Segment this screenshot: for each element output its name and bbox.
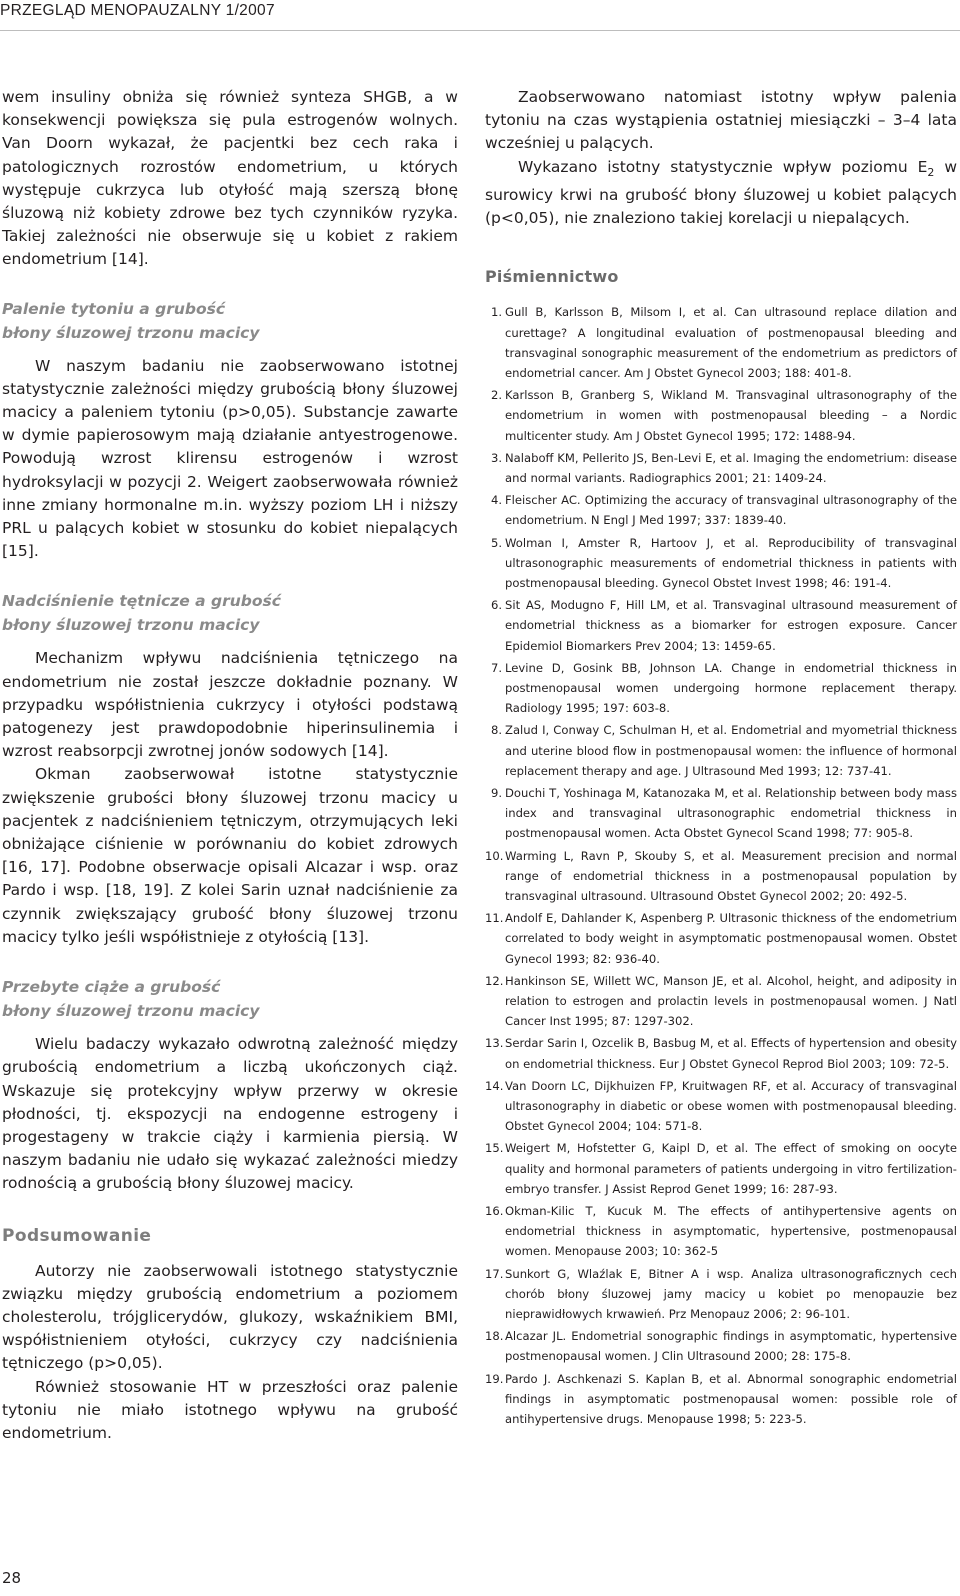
right-column	[485, 86, 957, 1431]
reference-number: 14.	[485, 1078, 504, 1093]
reference-item	[485, 908, 957, 969]
reference-item	[485, 1033, 957, 1073]
reference-number: 3.	[490, 450, 502, 465]
section-heading-smoking	[2, 297, 458, 345]
text-run: w surowicy krwi na grubość błony śluzowej u kobiet palących (p<0,05), nie znaleziono takiej korelacji u niepalących.	[485, 157, 957, 228]
spacer	[2, 949, 458, 975]
section-heading-hypertension	[2, 589, 458, 637]
spacer	[2, 1248, 458, 1260]
reference-text: Wolman I, Amster R, Hartoov J, et al. Reproducibility of transvaginal ultrasonographic measurements of endometrial thickness in patients with postmenopausal bleeding. Gynecol Obstet Invest 1998; 46: 191-4.	[505, 535, 957, 590]
page-number: 28	[2, 1569, 22, 1587]
reference-number: 13.	[485, 1036, 504, 1051]
reference-text: Serdar Sarin I, Ozcelik B, Basbug M, et al. Effects of hypertension and obesity on endometrial thickness. Eur J Obstet Gynecol Reprod Biol 2003; 109: 72-5.	[505, 1036, 957, 1071]
heading-line: Palenie tytoniu a grubość	[2, 299, 226, 318]
reference-item	[485, 1326, 957, 1366]
heading-line: błony śluzowej trzonu macicy	[2, 616, 260, 635]
reference-item	[485, 783, 957, 844]
reference-text: Levine D, Gosink BB, Johnson LA. Change in endometrial thickness in postmenopausal women undergoing hormone replacement therapy. Radiology 1995; 197: 603-8.	[505, 660, 957, 716]
paragraph-estradiol	[485, 156, 957, 231]
reference-item	[485, 658, 957, 719]
reference-text: Warming L, Ravn P, Skouby S, et al. Measurement precision and normal range of endometrial thickness in a postmenopausal population by transvaginal ultrasound. Ultrasound Obstet Gynecol 2002; 20: 492-5.	[505, 848, 957, 903]
reference-text: Zalud I, Conway C, Schulman H, et al. Endometrial and myometrial thickness and uterine blood flow in postmenopausal women: the influence of hormonal replacement therapy and age. J Ultrasound Med 1993; 12: 737-41.	[505, 723, 957, 778]
reference-text: Van Doorn LC, Dijkhuizen FP, Kruitwagen RF, et al. Accuracy of transvaginal ultrasonography in diabetic or obese women with postmenopausal bleeding. Obstet Gynecol 2004; 104: 571-8.	[505, 1078, 957, 1134]
reference-text: Pardo J. Aschkenazi S. Kaplan B, et al. Abnormal sonographic endometrial findings in asymptomatic postmenopausal women: possible role of antihypertensive drugs. Menopause 1998; 5: 223-5.	[505, 1371, 957, 1427]
reference-item	[485, 595, 957, 656]
reference-text: Gull B, Karlsson B, Milsom I, et al. Can ultrasound replace dilation and curettage? A longitudinal evaluation of postmenopausal bleeding and transvaginal sonographic measurement of the endometrium as predictors of endometrial cancer. Am J Obstet Gynecol 2003; 188: 401-8.	[505, 305, 957, 380]
spacer	[485, 288, 957, 302]
paragraph-intro: wem insuliny obniża się również synteza SHGB, a w konsekwencji powiększa się pula estrogenów wolnych. Van Doorn wykazał, że pacjentki bez cech raka i patologicznych rozrostów endometrium, u których występuje cukrzyca lub otyłość mają szerszą błonę śluzową niż kobiety zdrowe bez tych czynników ryzyka. Takiej zależności nie obserwuje się u kobiet z rakiem endometrium [14].	[2, 88, 458, 269]
reference-number: 19.	[485, 1371, 504, 1386]
heading-line: błony śluzowej trzonu macicy	[2, 323, 260, 342]
reference-item	[485, 448, 957, 488]
reference-text: Douchi T, Yoshinaga M, Katanozaka M, et al. Relationship between body mass index and transvaginal ultrasonographic endometrial thickness in postmenopausal women. Acta Obstet Gynecol Scand 1998; 77: 905-8.	[505, 785, 957, 841]
reference-item	[485, 720, 957, 781]
reference-item	[485, 1076, 957, 1137]
reference-item	[485, 490, 957, 530]
reference-item	[485, 1138, 957, 1199]
reference-text: Fleischer AC. Optimizing the accuracy of transvaginal ultrasonography of the endometrium. N Engl J Med 1997; 337: 1839-40.	[505, 493, 957, 528]
references-list	[485, 302, 957, 1429]
section-heading-pregnancies	[2, 975, 458, 1023]
reference-number: 4.	[490, 493, 502, 508]
spacer	[2, 563, 458, 589]
reference-number: 18.	[485, 1329, 504, 1344]
reference-text: Andolf E, Dahlander K, Aspenberg P. Ultrasonic thickness of the endometrium correlated to body weight in asymptomatic postmenopausal women. Obstet Gynecol 1993; 82: 936-40.	[505, 911, 957, 966]
references-heading: Piśmiennictwo	[485, 267, 619, 287]
reference-number: 11.	[485, 911, 504, 926]
reference-number: 10.	[485, 848, 504, 863]
reference-item	[485, 302, 957, 383]
reference-item	[485, 846, 957, 907]
reference-number: 1.	[490, 305, 502, 320]
reference-item	[485, 1201, 957, 1262]
reference-number: 12.	[485, 973, 504, 988]
spacer	[2, 1023, 458, 1033]
reference-text: Alcazar JL. Endometrial sonographic findings in asymptomatic, hypertensive postmenopausal women. J Clin Ultrasound 2000; 28: 175-8.	[505, 1329, 957, 1364]
reference-number: 2.	[490, 388, 502, 403]
reference-number: 7.	[490, 660, 502, 675]
left-column	[2, 86, 458, 1445]
reference-number: 16.	[485, 1204, 504, 1219]
reference-item	[485, 1264, 957, 1325]
reference-number: 8.	[490, 723, 502, 738]
reference-number: 6.	[490, 598, 502, 613]
spacer	[2, 345, 458, 355]
subscript: 2	[927, 165, 935, 179]
paragraph-summary-1: Autorzy nie zaobserwowali istotnego statystycznie związku między grubością endometrium a poziomem cholesterolu, trójglicerydów, glukozy, wskaźnikiem BMI, współistnieniem otyłości, cukrzycy czy nadciśnienia tętniczego (p>0,05).	[2, 1261, 458, 1373]
reference-number: 5.	[490, 535, 502, 550]
reference-item	[485, 385, 957, 446]
section-heading-summary: Podsumowanie	[2, 1225, 152, 1246]
paragraph-smoking: W naszym badaniu nie zaobserwowano istotnej statystycznie zależności między grubością błony śluzowej macicy a paleniem tytoniu (p>0,05). Substancje zawarte w dymie papierosowym mają działanie antyestrogenowe. Powodują wzrost klirensu estrogenów i wzrost hydroksylacji w pozycji 2. Weigert zaobserwowała również inne zmiany hormonalne m.in. wyższy poziom LH i niższy PRL u palących kobiet w stosunku do kobiet niepalących [15].	[2, 356, 458, 561]
reference-item	[485, 533, 957, 594]
reference-item	[485, 971, 957, 1032]
heading-line: Przebyte ciąże a grubość	[2, 978, 221, 997]
paragraph-hypertension-1: Mechanizm wpływu nadciśnienia tętniczego na endometrium nie został jeszcze dokładnie poznany. W przypadku współistnienia cukrzycy i otyłości podstawą patogenezy jest prawdopodobnie hiperinsulinemia i wzrost reabsorpcji zwrotnej jonów sodowych [14].	[2, 649, 458, 761]
paragraph-summary-2: Również stosowanie HT w przeszłości oraz palenie tytoniu nie miało istotnego wpływu na grubość endometrium.	[2, 1377, 458, 1442]
paragraph-pregnancies: Wielu badaczy wykazało odwrotną zależność między grubością endometrium a liczbą ukończonych ciąż. Wskazuje się protekcyjny wpływ przerwy w okresie płodności, tj. ekspozycji na endogenne estrogeny i progestageny w trakcie ciąży i karmienia piersią. W naszym badaniu nie udało się wykazać zależności miedzy rodnością a grubością błony śluzowej macicy.	[2, 1035, 458, 1193]
reference-text: Sit AS, Modugno F, Hill LM, et al. Transvaginal ultrasound measurement of endometrial thickness as a biomarker for estrogen exposure. Cancer Epidemiol Biomarkers Prev 2004; 13: 1459-65.	[505, 598, 957, 653]
spacer	[2, 272, 458, 297]
reference-text: Nalaboff KM, Pellerito JS, Ben-Levi E, et al. Imaging the endometrium: disease and normal variants. Radiographics 2001; 21: 1409-24.	[505, 450, 957, 485]
spacer	[2, 637, 458, 647]
running-header: PRZEGLĄD MENOPAUZALNY 1/2007	[0, 2, 275, 19]
reference-item	[485, 1369, 957, 1430]
reference-text: Karlsson B, Granberg S, Wikland M. Transvaginal ultrasonography of the endometrium in women with postmenopausal bleeding – a Nordic multicenter study. Am J Obstet Gynecol 1995; 172: 1488-94.	[505, 388, 957, 443]
reference-number: 9.	[490, 785, 502, 800]
spacer	[485, 230, 957, 266]
text-run: Wykazano istotny statystycznie wpływ poziomu E	[518, 157, 928, 176]
reference-number: 15.	[485, 1141, 504, 1156]
reference-text: Sunkort G, Wlaźlak E, Bitner A i wsp. Analiza ultrasonograficznych cech chorób błony śluzowej jamy macicy u kobiet po menopauzie bez nieprawidłowych krwawień. Prz Menopauz 2006; 2: 96-101.	[505, 1266, 957, 1322]
paragraph-hypertension-2: Okman zaobserwował istotne statystycznie zwiększenie grubości błony śluzowej trzonu macicy u pacjentek z nadciśnieniem tętniczym, otrzymujących leki obniżające ciśnienie w porównaniu do kobiet zdrowych [16, 17]. Podobne obserwacje opisali Alcazar i wsp. oraz Pardo i wsp. [18, 19]. Z kolei Sarin uznał nadciśnienie za czynnik zwiększający grubość błony śluzowej trzonu macicy tylko jeśli współistnieje z otyłością [13].	[2, 765, 458, 946]
spacer	[2, 1196, 458, 1224]
header-rule	[0, 30, 960, 31]
heading-line: Nadciśnienie tętnicze a grubość	[2, 592, 281, 611]
reference-text: Hankinson SE, Willett WC, Manson JE, et al. Alcohol, height, and adiposity in relation to estrogen and prolactin levels in postmenopausal women. J Natl Cancer Inst 1995; 87: 1297-302.	[505, 973, 957, 1029]
reference-text: Okman-Kilic T, Kucuk M. The effects of antihypertensive agents on endometrial thickness in asymptomatic, hypertensive, postmenopausal women. Menopause 2003; 10: 362-5	[505, 1204, 957, 1259]
reference-text: Weigert M, Hofstetter G, Kaipl D, et al. The effect of smoking on oocyte quality and hormonal parameters of patients undergoing in vitro fertilization-embryo transfer. J Assist Reprod Genet 1999; 16: 287-93.	[505, 1141, 957, 1196]
reference-number: 17.	[485, 1266, 504, 1281]
heading-line: błony śluzowej trzonu macicy	[2, 1002, 260, 1021]
paragraph-smoking-menstruation: Zaobserwowano natomiast istotny wpływ palenia tytoniu na czas wystąpienia ostatniej miesiączki – 3–4 lata wcześniej u palących.	[485, 88, 957, 153]
